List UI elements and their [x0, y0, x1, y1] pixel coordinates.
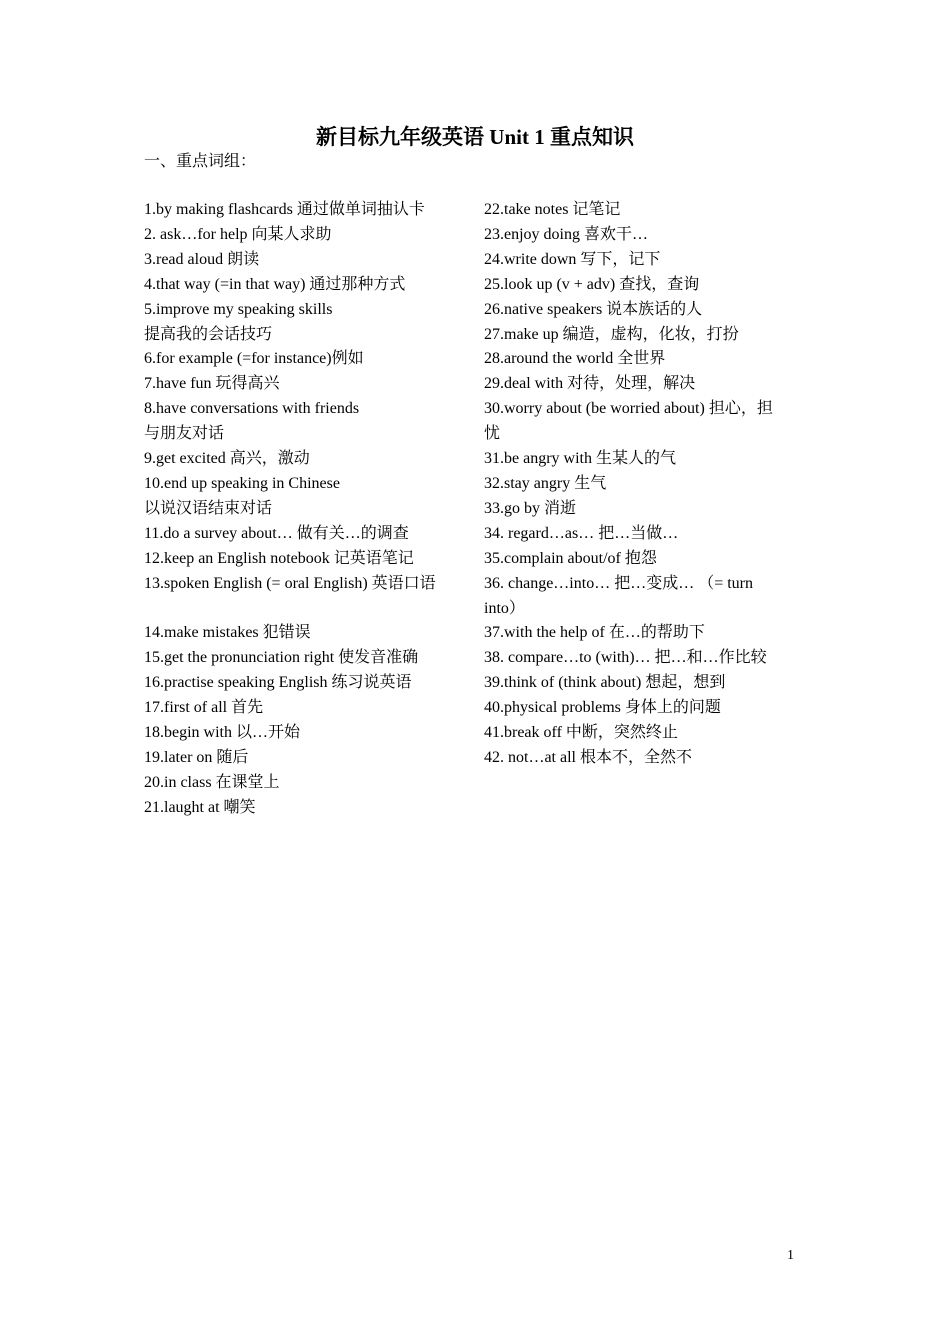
phrase-entry-line: 32.stay angry 生气	[484, 474, 607, 492]
phrase-list-left	[144, 198, 460, 821]
document-title: 新目标九年级英语 Unit 1 重点知识	[316, 125, 634, 149]
phrase-entry-line: 24.write down 写下，记下	[484, 250, 661, 268]
phrase-entry-line: 10.end up speaking in Chinese	[144, 474, 340, 492]
phrase-entry-line: 35.complain about/of 抱怨	[484, 549, 657, 567]
phrase-entry-line: 12.keep an English notebook 记英语笔记	[144, 549, 414, 567]
phrase-entry-line: 41.break off 中断，突然终止	[484, 724, 678, 742]
phrase-entry-line: 13.spoken English (= oral English) 英语口语	[144, 574, 436, 592]
phrase-entry-line: 33.go by 消逝	[484, 499, 577, 517]
phrase-entry-line: 31.be angry with 生某人的气	[484, 450, 676, 468]
phrase-entry-line: 9.get excited 高兴，激动	[144, 450, 310, 468]
phrase-entry-line: 27.make up 编造，虚构，化妆，打扮	[484, 325, 739, 343]
phrase-entry-line: 28.around the world 全世界	[484, 350, 666, 368]
phrase-entry-line: 42. not…at all 根本不，全然不	[484, 748, 692, 766]
phrase-entry-line: 25.look up (v + adv) 查找，查询	[484, 275, 700, 293]
phrase-list-right	[484, 198, 792, 771]
section-heading: 一、重点词组：	[144, 153, 257, 170]
phrase-entry-line: 17.first of all 首先	[144, 699, 264, 717]
phrase-entry-line: into）	[484, 599, 525, 617]
phrase-entry-line: 23.enjoy doing 喜欢干…	[484, 225, 648, 243]
phrase-entry-line	[144, 597, 460, 622]
phrase-entry-line: 37.with the help of 在…的帮助下	[484, 624, 705, 642]
phrase-entry-line: 20.in class 在课堂上	[144, 773, 280, 791]
phrase-entry-line: 39.think of (think about) 想起，想到	[484, 674, 726, 692]
phrase-entry-line: 26.native speakers 说本族话的人	[484, 300, 703, 318]
phrase-entry-line: 7.have fun 玩得高兴	[144, 375, 280, 393]
phrase-entry-line: 14.make mistakes 犯错误	[144, 624, 311, 642]
phrase-entry-line: 6.for example (=for instance)例如	[144, 350, 364, 368]
phrase-entry-line: 40.physical problems 身体上的问题	[484, 699, 721, 717]
phrase-entry-line: 16.practise speaking English 练习说英语	[144, 674, 412, 692]
phrase-entry-line: 30.worry about (be worried about) 担心，担	[484, 400, 773, 418]
phrase-entry-line: 5.improve my speaking skills	[144, 300, 333, 318]
phrase-entry-line: 38. compare…to (with)… 把…和…作比较	[484, 649, 767, 667]
phrase-entry-line: 11.do a survey about… 做有关…的调查	[144, 524, 409, 542]
phrase-entry-line: 18.begin with 以…开始	[144, 724, 300, 742]
phrase-entry-line: 34. regard…as… 把…当做…	[484, 524, 679, 542]
phrase-entry-line: 与朋友对话	[144, 425, 225, 443]
phrase-entry-line: 36. change…into… 把…变成… （= turn	[484, 574, 753, 592]
phrase-entry-line: 15.get the pronunciation right 使发音准确	[144, 649, 419, 667]
phrase-entry-line: 以说汉语结束对话	[144, 499, 273, 517]
page-number: 1	[787, 1248, 794, 1263]
phrase-entry-line: 1.by making flashcards 通过做单词抽认卡	[144, 201, 425, 218]
phrase-entry-line: 提高我的会话技巧	[144, 325, 273, 343]
phrase-entry-line: 忧	[484, 425, 501, 443]
phrase-entry-line: 22.take notes 记笔记	[484, 201, 621, 218]
phrase-entry-line: 19.later on 随后	[144, 748, 249, 766]
phrase-entry-line: 2. ask…for help 向某人求助	[144, 225, 332, 243]
phrase-entry-line: 8.have conversations with friends	[144, 400, 360, 418]
phrase-entry-line: 4.that way (=in that way) 通过那种方式	[144, 275, 406, 293]
phrase-entry-line: 21.laught at 嘲笑	[144, 798, 256, 816]
phrase-entry-line: 3.read aloud 朗读	[144, 250, 260, 268]
phrase-entry-line: 29.deal with 对待，处理，解决	[484, 375, 696, 393]
